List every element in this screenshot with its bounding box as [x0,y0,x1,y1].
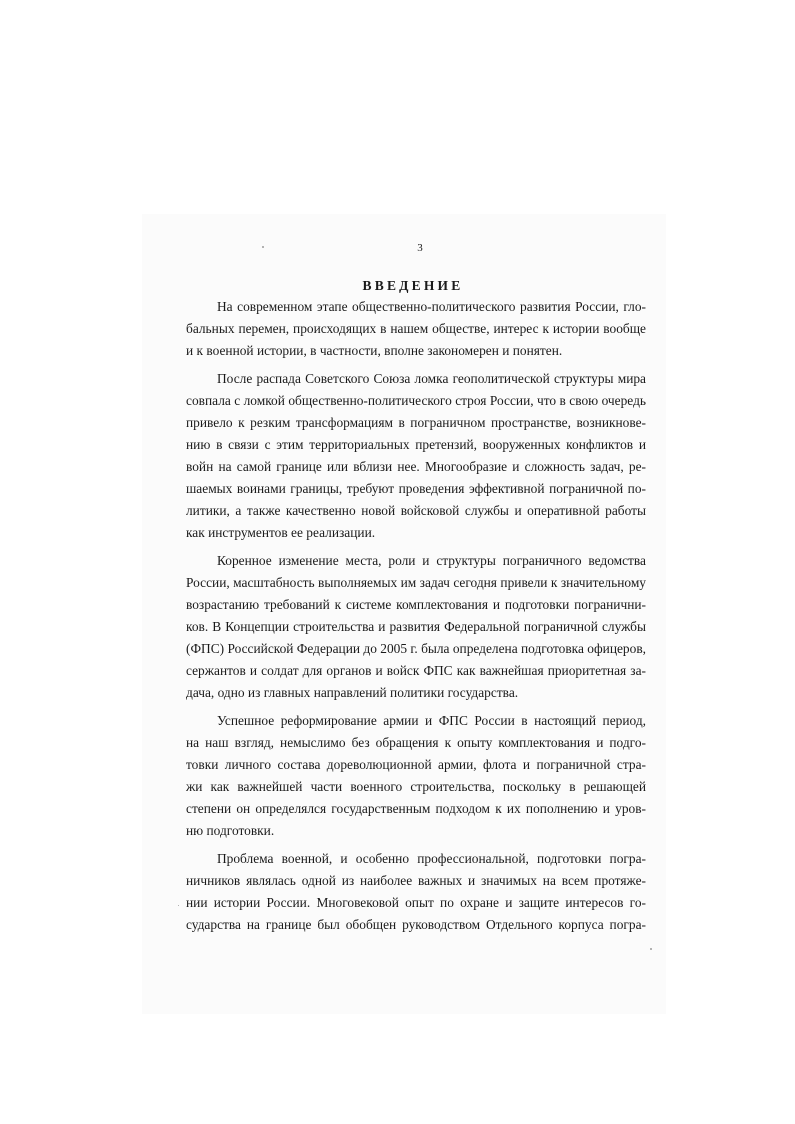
text-line: Успешное реформирование армии и ФПС России в настоящий период, [217,712,646,728]
text-line: привело к резким трансформациям в пограничном пространстве, возникнове- [186,414,646,430]
section-heading: ВВЕДЕНИЕ [362,278,464,293]
text-line: (ФПС) Российской Федерации до 2005 г. была определена подготовка офицеров, [186,641,646,657]
body-text [186,296,646,936]
text-line: возрастанию требований к системе комплектования и подготовки погранични- [186,597,646,612]
text-line: на наш взгляд, немыслимо без обращения к опыту комплектования и подго- [186,734,646,750]
scan-speck [262,246,264,248]
paragraph [186,296,646,362]
text-line: После распада Советского Союза ломка геополитической структуры мира [217,370,646,386]
text-line: бальных перемен, происходящих в нашем обществе, интерес к истории вообще [186,321,646,337]
text-line: Коренное изменение места, роли и структуры пограничного ведомства [217,552,646,568]
text-line: сударства на границе был обобщен руководством Отдельного корпуса погра- [186,917,646,933]
text-line: На современном этапе общественно-политического развития России, гло- [217,299,646,314]
text-line: нии истории России. Многовековой опыт по охране и защите интересов го- [186,895,646,910]
text-line: литики, а также качественно новой войсковой службы и оперативной работы [186,503,646,519]
text-line: ничников являлась одной из наиболее важных и значимых на всем протяже- [186,872,646,888]
text-line: сержантов и солдат для органов и войск ФПС как важнейшая приоритетная за- [186,663,646,679]
text-line: степени он определялся государственным подходом к их пополнению и уров- [186,801,646,817]
text-line: России, масштабность выполняемых им задач сегодня привели к значительному [186,574,646,590]
text-line: жи как важнейшей части военного строительства, поскольку в решающей [186,779,646,795]
page-number: 3 [417,242,423,254]
text-line: товки личного состава дореволюционной армии, флота и пограничной стра- [186,757,646,773]
paragraph [186,368,646,545]
text-line: совпала с ломкой общественно-политического строя России, что в свою очередь [186,392,646,408]
text-line: ню подготовки. [186,823,275,839]
paragraph [186,710,646,843]
text-line: нию в связи с этим территориальных претензий, вооруженных конфликтов и [186,436,646,452]
paragraph [186,550,646,705]
paragraph [186,848,646,936]
text-line: как инструментов ее реализации. [186,525,376,541]
text-line: Проблема военной, и особенно профессиональной, подготовки погра- [217,850,646,866]
text-line: войн на самой границе или вблизи нее. Многообразие и сложность задач, ре- [186,459,646,475]
scan-speck [650,948,652,950]
text-line: и к военной истории, в частности, вполне закономерен и понятен. [186,343,563,359]
scan-speck [178,905,179,906]
text-line: шаемых воинами границы, требуют проведения эффективной пограничной по- [186,481,646,497]
text-line: ков. В Концепции строительства и развития Федеральной пограничной службы [186,619,646,635]
text-line: дача, одно из главных направлений политики государства. [186,685,519,701]
